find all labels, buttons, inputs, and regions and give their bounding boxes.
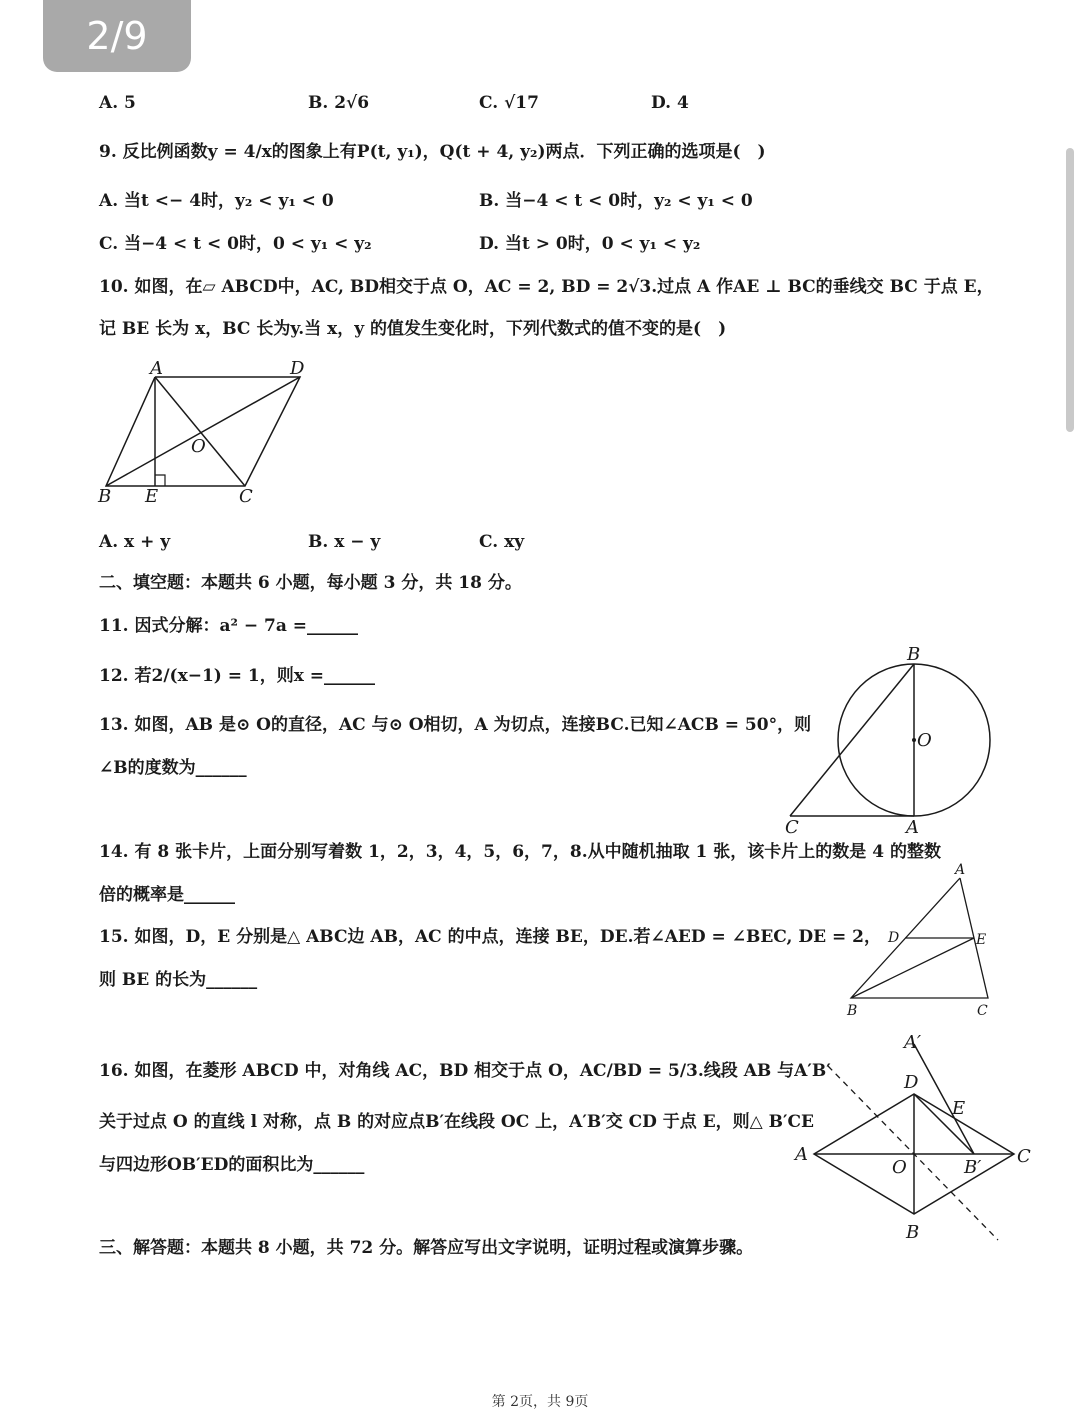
q15-label-a: A — [955, 862, 966, 878]
q8-option-d: D. 4 — [651, 93, 689, 113]
q16-label-e: E — [952, 1098, 966, 1119]
q12-text: 12. 若2/(x−1) = 1，则x =______ — [99, 666, 376, 686]
q15-label-e: E — [976, 932, 987, 948]
q16-label-a-prime: A′ — [904, 1032, 922, 1053]
q10-label-o: O — [191, 436, 206, 457]
q16-label-c: C — [1017, 1146, 1031, 1167]
q15-line-1: 15. 如图，D，E 分别是△ ABC边 AB，AC 的中点，连接 BE，DE.若∠AED = ∠BEC, DE = 2， — [99, 927, 881, 947]
q16-label-b-prime: B′ — [964, 1157, 982, 1178]
q8-option-c: C. √17 — [479, 93, 539, 113]
q10-parallelogram-figure — [95, 358, 315, 508]
q10-line-1: 10. 如图，在▱ ABCD中，AC, BD相交于点 O，AC = 2, BD = 2√3.过点 A 作AE ⊥ BC的垂线交 BC 于点 E， — [99, 277, 994, 297]
q8-option-b: B. 2√6 — [308, 93, 370, 113]
q14-line-2: 倍的概率是______ — [99, 885, 235, 905]
q13-line-1: 13. 如图，AB 是⊙ O的直径，AC 与⊙ O相切，A 为切点，连接BC.已知∠ACB = 50°，则 — [99, 715, 812, 735]
q9-option-a: A. 当t <− 4时，y₂ < y₁ < 0 — [99, 191, 334, 211]
page-indicator-badge: 2/9 — [43, 0, 191, 72]
q11-text: 11. 因式分解：a² − 7a =______ — [99, 616, 359, 636]
q14-line-1: 14. 有 8 张卡片，上面分别写着数 1，2，3，4，5，6，7，8.从中随机抽取 1 张，该卡片上的数是 4 的整数 — [99, 842, 941, 862]
q16-line-1: 16. 如图，在菱形 ABCD 中，对角线 AC，BD 相交于点 O，AC/BD = 5/3.线段 AB 与A′B′ — [99, 1061, 831, 1081]
q13-label-o: O — [917, 730, 932, 751]
q16-label-o: O — [892, 1157, 907, 1178]
scrollbar-thumb[interactable] — [1066, 148, 1074, 432]
q15-line-2: 则 BE 的长为______ — [99, 970, 258, 990]
q15-label-c: C — [977, 1003, 988, 1019]
q10-label-e: E — [145, 486, 159, 507]
q9-option-b: B. 当−4 < t < 0时，y₂ < y₁ < 0 — [479, 191, 753, 211]
q13-circle-figure — [780, 640, 1000, 840]
q9-stem: 9. 反比例函数y = 4/x的图象上有P(t, y₁)，Q(t + 4, y₂)两点．下列正确的选项是( ) — [99, 142, 766, 162]
q10-option-a: A. x + y — [99, 532, 171, 552]
q10-line-2: 记 BE 长为 x，BC 长为y.当 x，y 的值发生变化时，下列代数式的值不变的是( ) — [99, 319, 727, 339]
q16-line-3: 与四边形OB′ED的面积比为______ — [99, 1155, 365, 1175]
q10-label-c: C — [239, 486, 253, 507]
page-footer: 第 2页，共 9页 — [491, 1394, 589, 1410]
q13-label-b: B — [907, 644, 921, 665]
q16-line-2: 关于过点 O 的直线 l 对称，点 B 的对应点B′在线段 OC 上，A′B′交 CD 于点 E，则△ B′CE — [99, 1112, 815, 1132]
q10-option-b: B. x − y — [308, 532, 381, 552]
q15-label-b: B — [847, 1003, 858, 1019]
q10-label-b: B — [98, 486, 112, 507]
q13-label-a: A — [906, 817, 919, 838]
section-2-heading: 二、填空题：本题共 6 小题，每小题 3 分，共 18 分。 — [99, 573, 522, 593]
q16-rhombus-figure — [790, 1030, 1040, 1245]
q13-line-2: ∠B的度数为______ — [99, 758, 247, 778]
q16-label-a: A — [795, 1144, 808, 1165]
section-3-heading: 三、解答题：本题共 8 小题，共 72 分。解答应写出文字说明，证明过程或演算步骤。 — [99, 1238, 754, 1258]
q10-option-c: C. xy — [479, 532, 525, 552]
q8-option-a: A. 5 — [99, 93, 136, 113]
q15-label-d: D — [888, 930, 900, 946]
q10-label-a: A — [150, 358, 163, 379]
q16-label-d: D — [904, 1072, 919, 1093]
q16-label-b: B — [906, 1222, 920, 1243]
q15-triangle-figure — [840, 860, 1000, 1020]
q9-option-d: D. 当t > 0时，0 < y₁ < y₂ — [479, 234, 701, 254]
q13-label-c: C — [785, 817, 799, 838]
q10-label-d: D — [290, 358, 305, 379]
q9-option-c: C. 当−4 < t < 0时，0 < y₁ < y₂ — [99, 234, 372, 254]
